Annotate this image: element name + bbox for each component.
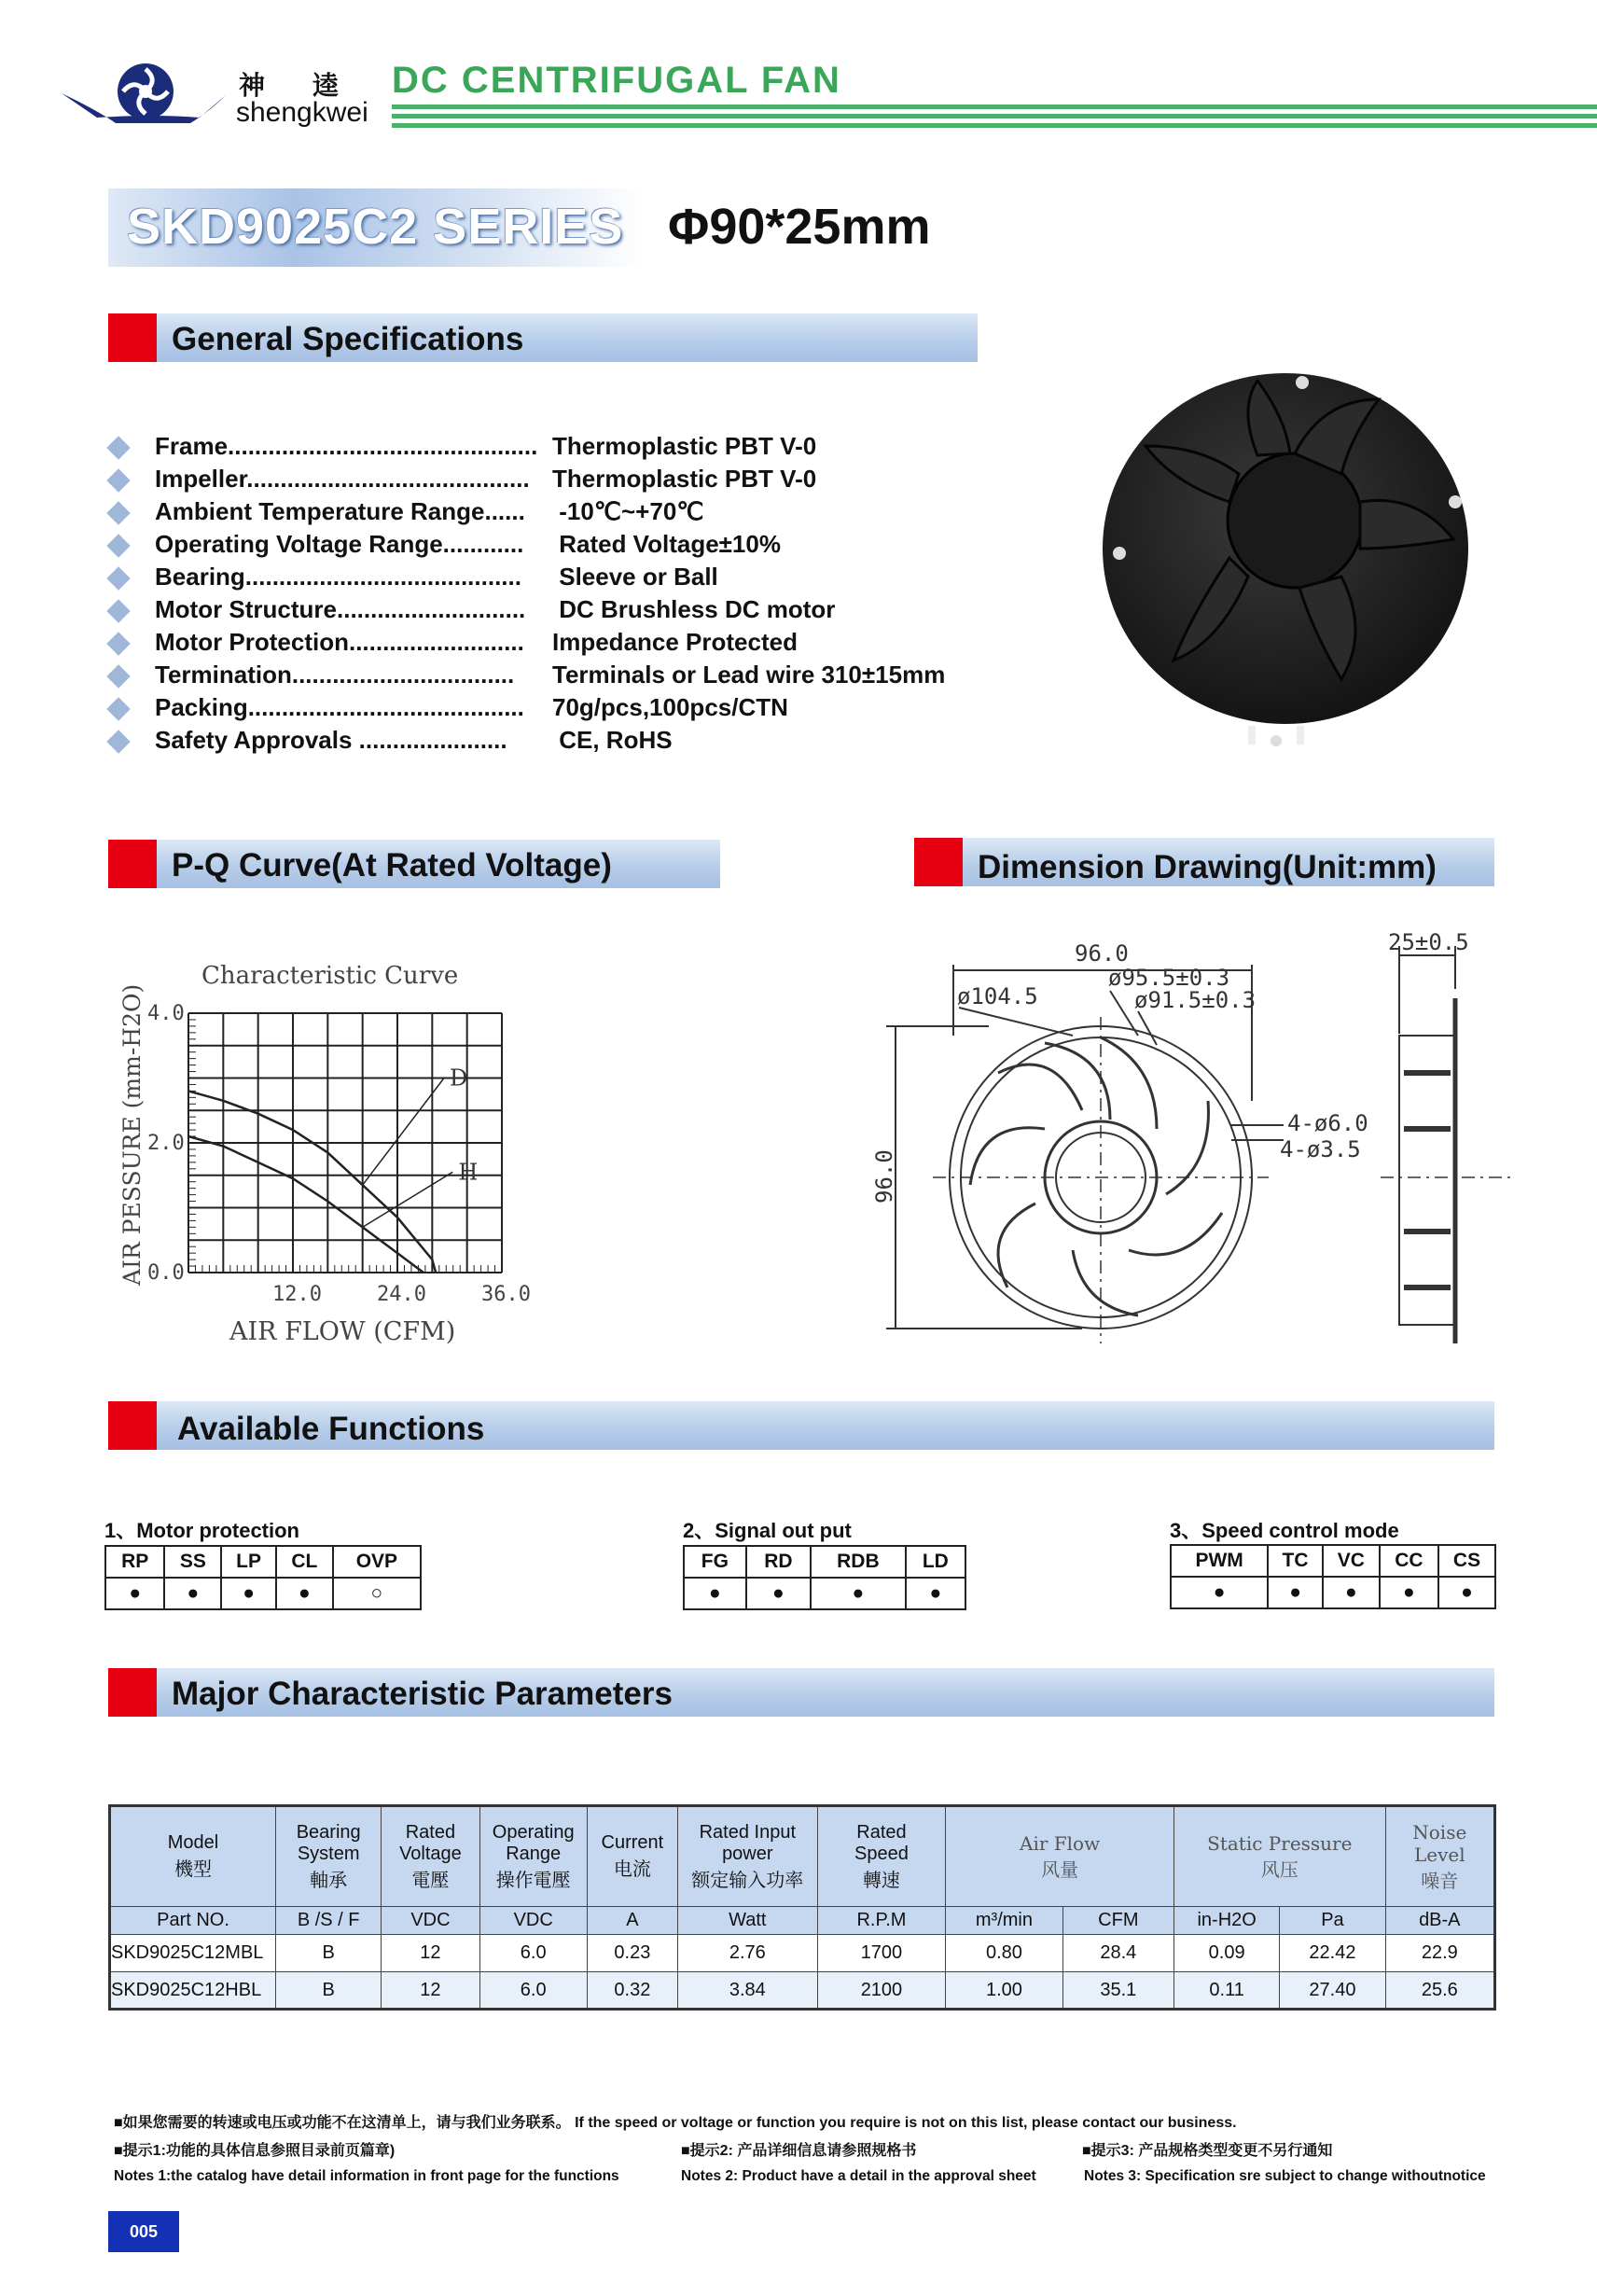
spec-value: -10℃~+70℃: [552, 497, 704, 525]
unit-cell: m³/min: [946, 1907, 1062, 1935]
general-specs-header: [108, 313, 978, 362]
function-mark: ●: [1268, 1577, 1323, 1608]
section-title: Dimension Drawing(Unit:mm): [978, 849, 1437, 885]
table-cell: 1.00: [946, 1972, 1062, 2010]
unit-cell: Part NO.: [110, 1907, 276, 1935]
section-marker: [108, 1401, 157, 1450]
function-header: LP: [221, 1546, 276, 1578]
function-header: FG: [684, 1546, 746, 1578]
function-mark: ●: [105, 1578, 164, 1609]
section-marker: [108, 840, 157, 888]
unit-cell: CFM: [1062, 1907, 1173, 1935]
note-hint3-en: Notes 3: Specification sre subject to change withoutnotice: [1084, 2168, 1486, 2184]
table-cell: 25.6: [1385, 1972, 1494, 2010]
note-contact: ■如果您需要的转速或电压或功能不在这清单上，请与我们业务联系。 If the speed or voltage or function you require is not on this list, please contact our business.: [114, 2115, 1237, 2131]
function-caption-motor-protection: 1、Motor protection: [104, 1519, 299, 1542]
header-model: [110, 1806, 276, 1907]
header-pressure-cn: 风压: [1260, 1858, 1298, 1881]
bullet-diamond-icon: [106, 697, 130, 720]
function-mark: ○: [333, 1578, 421, 1609]
table-cell: 0.80: [946, 1935, 1062, 1972]
header-noise-cn: 噪音: [1421, 1869, 1459, 1892]
function-mark: ●: [811, 1578, 906, 1609]
header-operating-line1: Operating: [492, 1821, 575, 1843]
bullet-diamond-icon: [106, 436, 130, 459]
x-tick-label: 12.0: [272, 1283, 322, 1306]
table-cell: 0.32: [587, 1972, 677, 2010]
table-cell: 6.0: [479, 1935, 587, 1972]
series-line-d: [188, 1091, 436, 1273]
table-cell: 0.11: [1174, 1972, 1280, 2010]
pq-curve-header: [108, 840, 720, 888]
header-model-cn: 機型: [174, 1859, 213, 1880]
spec-value: 70g/pcs,100pcs/CTN: [552, 693, 788, 721]
header-speed-line2: Speed: [854, 1843, 909, 1864]
y-tick-label: 0.0: [147, 1261, 185, 1285]
function-header: LD: [906, 1546, 965, 1578]
header-bearing: [276, 1806, 382, 1907]
series-label: H: [458, 1159, 479, 1186]
series-size: Φ90*25mm: [668, 199, 931, 255]
major-params-header: [108, 1668, 1494, 1717]
table-cell: 2100: [817, 1972, 946, 2010]
series-label: D: [450, 1065, 468, 1092]
header-voltage-line2: Voltage: [399, 1843, 462, 1864]
function-table-signal-output: [683, 1545, 966, 1610]
function-header: CS: [1438, 1545, 1495, 1577]
header-rule-1: [392, 104, 1597, 109]
page-title: DC CENTRIFUGAL FAN: [392, 60, 841, 101]
table-cell: 28.4: [1062, 1935, 1173, 1972]
function-header: CC: [1380, 1545, 1438, 1577]
bullet-diamond-icon: [106, 599, 130, 622]
bullet-diamond-icon: [106, 566, 130, 590]
dim-diameter-outer: ø104.5: [957, 983, 1038, 1009]
bullet-diamond-icon: [106, 632, 130, 655]
section-marker: [914, 838, 963, 886]
dim-thickness: 25±0.5: [1388, 933, 1469, 955]
dim-diameter-ring: ø95.5±0.3: [1108, 965, 1230, 991]
table-cell: 2.76: [677, 1935, 817, 1972]
header-voltage-line1: Rated: [405, 1821, 456, 1843]
bullet-diamond-icon: [106, 501, 130, 524]
spec-value: Sleeve or Ball: [552, 563, 718, 591]
function-mark: ●: [1323, 1577, 1380, 1608]
table-cell: 0.09: [1174, 1935, 1280, 1972]
unit-cell: B /S / F: [276, 1907, 382, 1935]
chart-xlabel: AIR FLOW (CFM): [229, 1317, 456, 1346]
page-number: 005: [108, 2211, 179, 2252]
header-power: [677, 1806, 817, 1907]
table-cell: SKD9025C12HBL: [110, 1972, 276, 2010]
table-cell: SKD9025C12MBL: [110, 1935, 276, 1972]
table-cell: 22.42: [1280, 1935, 1385, 1972]
function-mark: ●: [1438, 1577, 1495, 1608]
unit-cell: Pa: [1280, 1907, 1385, 1935]
header-power-cn: 额定输入功率: [691, 1870, 804, 1891]
table-row: [110, 1935, 1495, 1972]
note-hint1-cn: ■提示1:功能的具体信息参照目录前页篇章): [114, 2143, 396, 2159]
header-model-en: Model: [167, 1832, 219, 1853]
header-current-cn: 电流: [613, 1859, 651, 1880]
spec-value: DC Brushless DC motor: [552, 595, 836, 623]
bullet-diamond-icon: [106, 468, 130, 492]
series-name: SKD9025C2 SERIES: [127, 199, 624, 255]
header-voltage: [382, 1806, 479, 1907]
x-tick-label: 36.0: [481, 1283, 531, 1306]
header-speed: [817, 1806, 946, 1907]
header-rule-3: [392, 123, 1597, 128]
function-mark: ●: [1171, 1577, 1268, 1608]
table-cell: B: [276, 1972, 382, 2010]
header-power-line1: Rated Input: [699, 1821, 797, 1843]
dim-hole-small: 4-ø3.5: [1280, 1136, 1361, 1162]
company-logo: [60, 56, 228, 134]
dim-diameter-inner: ø91.5±0.3: [1134, 987, 1257, 1013]
function-caption-speed-control: 3、Speed control mode: [1170, 1519, 1399, 1542]
function-table-speed-control: [1170, 1544, 1496, 1609]
spec-label: Motor Protection..........................: [155, 628, 524, 656]
unit-cell: dB-A: [1385, 1907, 1494, 1935]
x-tick-label: 24.0: [377, 1283, 426, 1306]
function-header: RDB: [811, 1546, 906, 1578]
dim-width: 96.0: [1075, 940, 1129, 967]
functions-header: [108, 1401, 1494, 1450]
header-pressure-en: Static Pressure: [1207, 1831, 1353, 1855]
note-hint2-cn: ■提示2: 产品详细信息请参照规格书: [681, 2143, 917, 2159]
note-hint3-cn: ■提示3: 产品规格类型变更不另行通知: [1082, 2143, 1333, 2159]
header-bearing-cn: 軸承: [310, 1870, 348, 1891]
dim-height: 96.0: [871, 1149, 897, 1204]
unit-cell: in-H2O: [1174, 1907, 1280, 1935]
parameters-table: [108, 1804, 1496, 2011]
section-title: Major Characteristic Parameters: [172, 1676, 673, 1712]
function-table-motor-protection: [104, 1545, 422, 1610]
function-mark: ●: [164, 1578, 221, 1609]
spec-value: Thermoplastic PBT V-0: [552, 465, 817, 493]
spec-value: Rated Voltage±10%: [552, 530, 781, 558]
function-header: OVP: [333, 1546, 421, 1578]
spec-label: Frame..............................................: [155, 432, 538, 460]
function-header: SS: [164, 1546, 221, 1578]
header-airflow: [946, 1806, 1174, 1907]
function-mark: ●: [906, 1578, 965, 1609]
pq-curve-chart: [108, 961, 547, 1362]
note-hint2-en: Notes 2: Product have a detail in the approval sheet: [681, 2168, 1036, 2184]
header-current: [587, 1806, 677, 1907]
table-cell: 3.84: [677, 1972, 817, 2010]
dim-hole-large: 4-ø6.0: [1287, 1110, 1368, 1136]
function-header: TC: [1268, 1545, 1323, 1577]
header-operating-line2: Range: [506, 1843, 562, 1864]
table-cell: 0.23: [587, 1935, 677, 1972]
unit-cell: A: [587, 1907, 677, 1935]
spec-label: Safety Approvals ......................: [155, 726, 507, 754]
dimension-header: [914, 838, 1494, 886]
table-cell: 22.9: [1385, 1935, 1494, 1972]
function-header: VC: [1323, 1545, 1380, 1577]
function-mark: ●: [1380, 1577, 1438, 1608]
unit-cell: R.P.M: [817, 1907, 946, 1935]
unit-cell: Watt: [677, 1907, 817, 1935]
section-title: Available Functions: [177, 1411, 485, 1447]
table-cell: 12: [382, 1972, 479, 2010]
header-noise-line1: Noise: [1412, 1820, 1467, 1844]
table-cell: 1700: [817, 1935, 946, 1972]
spec-value: Impedance Protected: [552, 628, 798, 656]
spec-label: Packing.........................................: [155, 693, 524, 721]
spec-value: CE, RoHS: [552, 726, 673, 754]
section-marker: [108, 1668, 157, 1717]
table-cell: B: [276, 1935, 382, 1972]
spec-label: Termination.................................: [155, 661, 515, 689]
bullet-diamond-icon: [106, 730, 130, 753]
header-voltage-cn: 電壓: [411, 1870, 450, 1891]
header-bearing-line2: System: [297, 1843, 360, 1864]
series-leader-line: [363, 1172, 453, 1227]
table-row: [110, 1972, 1495, 2010]
spec-label: Bearing.........................................: [155, 563, 521, 591]
header-airflow-en: Air Flow: [1020, 1831, 1101, 1855]
table-cell: 27.40: [1280, 1972, 1385, 2010]
function-mark: ●: [276, 1578, 333, 1609]
section-title: P-Q Curve(At Rated Voltage): [172, 847, 612, 884]
header-airflow-cn: 风量: [1041, 1858, 1079, 1881]
spec-label: Motor Structure............................: [155, 595, 526, 623]
spec-value: Thermoplastic PBT V-0: [552, 432, 817, 460]
header-pressure: [1174, 1806, 1386, 1907]
header-noise: [1385, 1806, 1494, 1907]
y-tick-label: 4.0: [147, 1002, 185, 1025]
function-header: RP: [105, 1546, 164, 1578]
brand-english-name: shengkwei: [236, 97, 368, 128]
section-marker: [108, 313, 157, 362]
header-speed-cn: 轉速: [862, 1870, 900, 1891]
note-hint1-en: Notes 1:the catalog have detail information in front page for the functions: [114, 2168, 619, 2184]
table-cell: 12: [382, 1935, 479, 1972]
spec-label: Impeller..........................................: [155, 465, 530, 493]
unit-cell: VDC: [382, 1907, 479, 1935]
function-header: RD: [746, 1546, 811, 1578]
brand-chinese-name: 神 逵: [239, 71, 340, 100]
dimension-drawing: [858, 933, 1511, 1362]
spec-value: Terminals or Lead wire 310±15mm: [552, 661, 946, 689]
function-mark: ●: [684, 1578, 746, 1609]
unit-cell: VDC: [479, 1907, 587, 1935]
fan-product-photo: [1099, 362, 1472, 754]
function-header: PWM: [1171, 1545, 1268, 1577]
header-noise-line2: Level: [1413, 1843, 1465, 1866]
function-mark: ●: [746, 1578, 811, 1609]
header-speed-line1: Rated: [856, 1821, 907, 1843]
chart-ylabel: AIR PESSURE (mm-H2O): [118, 983, 146, 1286]
y-tick-label: 2.0: [147, 1132, 185, 1155]
header-current-en: Current: [601, 1832, 664, 1853]
header-power-line2: power: [722, 1843, 773, 1864]
chart-title: Characteristic Curve: [201, 962, 459, 990]
function-mark: ●: [221, 1578, 276, 1609]
function-caption-signal-output: 2、Signal out put: [683, 1519, 852, 1542]
table-cell: 6.0: [479, 1972, 587, 2010]
header-rule-2: [392, 114, 1597, 118]
header-bearing-line1: Bearing: [296, 1821, 361, 1843]
header-operating: [479, 1806, 587, 1907]
spec-label: Operating Voltage Range............: [155, 530, 524, 558]
bullet-diamond-icon: [106, 664, 130, 688]
section-title: General Specifications: [172, 321, 524, 357]
spec-label: Ambient Temperature Range......: [155, 497, 525, 525]
header-operating-cn: 操作電壓: [495, 1870, 571, 1891]
series-banner: [108, 188, 644, 267]
table-cell: 35.1: [1062, 1972, 1173, 2010]
bullet-diamond-icon: [106, 534, 130, 557]
function-header: CL: [276, 1546, 333, 1578]
